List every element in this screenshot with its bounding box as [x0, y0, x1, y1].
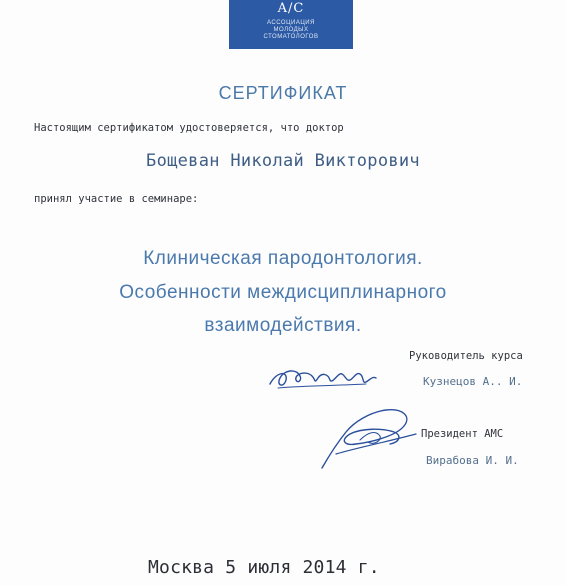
president-signature	[316, 402, 426, 474]
logo-line-3: СТОМАТОЛОГОВ	[263, 34, 319, 40]
certificate-title: СЕРТИФИКАТ	[218, 83, 348, 103]
certify-text: Настоящим сертификатом удостоверяется, что доктор	[34, 122, 344, 134]
logo-mark: A/C	[277, 1, 305, 16]
seminar-title-line-3: взаимодействия.	[204, 315, 362, 336]
seminar-title-line-1: Клиническая пародонтология.	[143, 248, 423, 269]
seminar-title-line-2: Особенности междисциплинарного	[119, 282, 447, 303]
recipient-name: Бощеван Николай Викторович	[146, 151, 420, 171]
course-head-title: Руководитель курса	[409, 350, 523, 362]
president-title: Президент АМС	[421, 428, 504, 440]
participation-text: принял участие в семинаре:	[34, 193, 199, 205]
place-and-date: Москва 5 июля 2014 г.	[148, 557, 380, 578]
course-head-signature	[266, 362, 386, 394]
association-logo	[229, 0, 353, 49]
course-head-name: Кузнецов А.. И.	[423, 375, 523, 388]
president-name: Вирабова И. И.	[426, 454, 519, 467]
logo-line-1: АССОЦИАЦИЯ	[267, 20, 315, 26]
logo-line-2: МОЛОДЫХ	[273, 27, 309, 33]
